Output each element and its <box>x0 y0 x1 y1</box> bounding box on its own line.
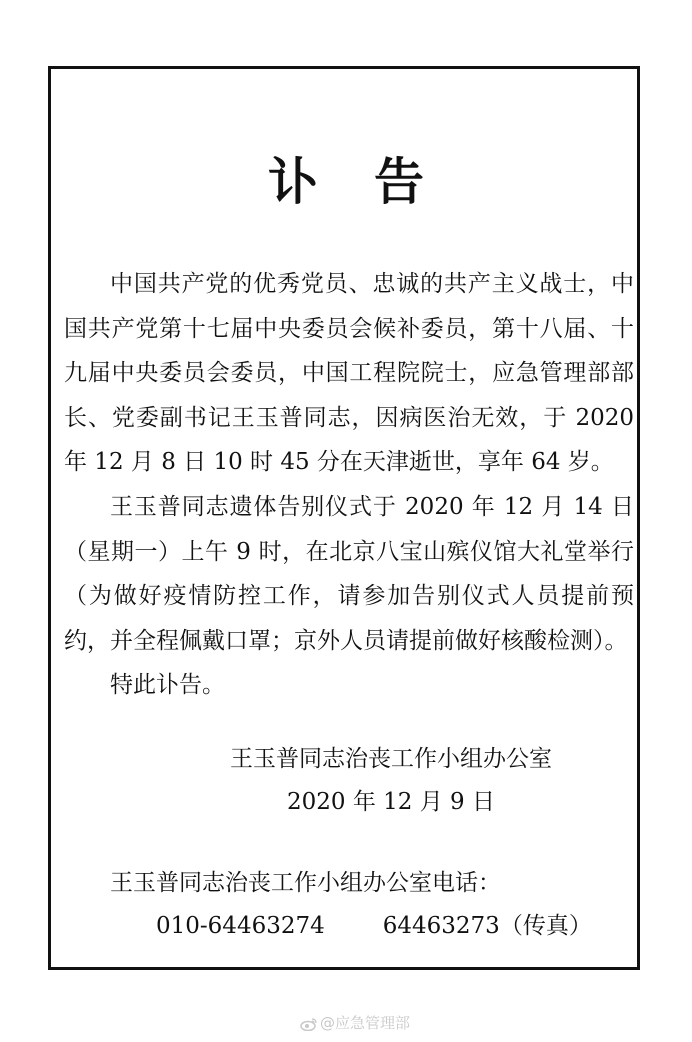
signature-organization: 王玉普同志治丧工作小组办公室 <box>230 746 552 772</box>
watermark-text: @应急管理部 <box>320 1014 411 1032</box>
weibo-watermark <box>300 1012 410 1034</box>
signature-date: 2020 年 12 月 9 日 <box>287 789 495 815</box>
contact-label: 王玉普同志治丧工作小组办公室电话： <box>110 870 501 896</box>
notice-paragraph-death: 中国共产党的优秀党员、忠诚的共产主义战士，中国共产党第十七届中央委员会候补委员，第十八届、十九届中央委员会委员，中国工程院院士，应急管理部部长、党委副书记王玉普同志，因病医治无效，于 2020 年 12 月 8 日 10 时 45 分在天津逝世，享年 64 岁。 <box>64 271 634 476</box>
notice-paragraph-closing: 特此讣告。 <box>110 672 225 699</box>
notice-body <box>64 262 634 708</box>
fax-number: 64463273（传真） <box>382 913 592 939</box>
weibo-icon <box>300 1017 318 1031</box>
contact-numbers <box>156 911 592 941</box>
phone-number: 010-64463274 <box>156 913 325 939</box>
notice-paragraph-farewell: 王玉普同志遗体告别仪式于 2020 年 12 月 14 日（星期一）上午 9 时，在北京八宝山殡仪馆大礼堂举行（为做好疫情防控工作，请参加告别仪式人员提前预约，并全程佩戴口罩；京外人员请提前做好核酸检测）。 <box>64 493 634 654</box>
notice-title: 讣告 <box>268 153 480 211</box>
